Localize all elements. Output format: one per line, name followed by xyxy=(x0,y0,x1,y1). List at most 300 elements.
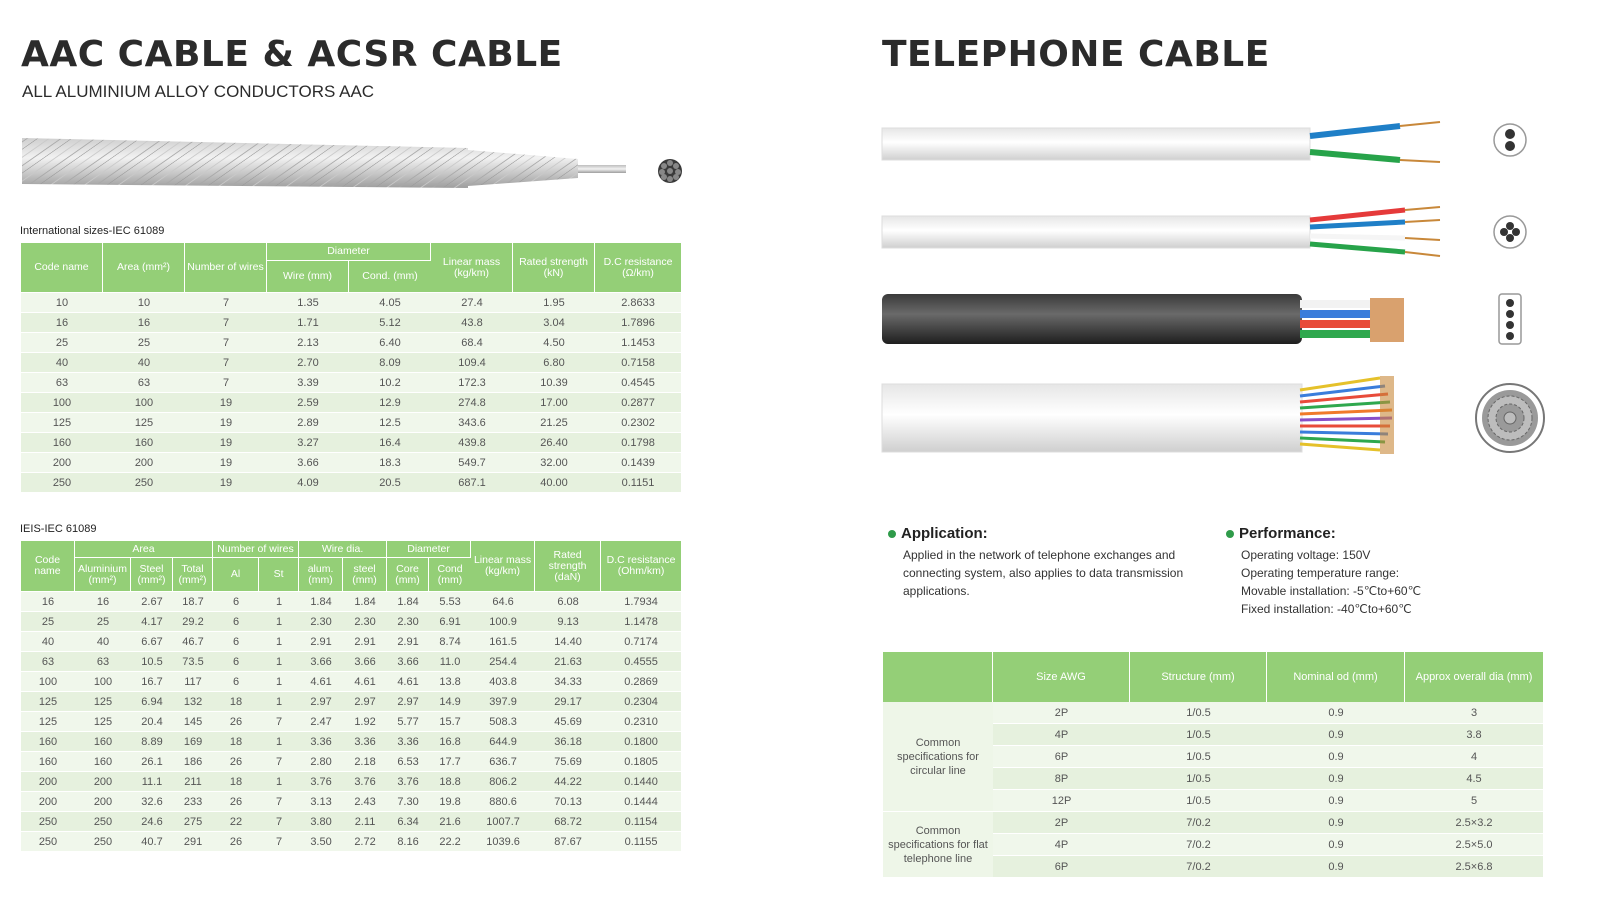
table-cell: 6 xyxy=(213,672,259,692)
table-cell: 25 xyxy=(21,333,103,353)
group-circular-line: Common specifications for circular line xyxy=(883,702,993,812)
table-cell: 644.9 xyxy=(471,732,535,752)
table-cell: 1.92 xyxy=(343,712,387,732)
table-cell: 26 xyxy=(213,832,259,852)
aac-table-body xyxy=(21,293,681,493)
table-cell: 2.30 xyxy=(343,612,387,632)
table-cell: 1/0.5 xyxy=(1130,768,1267,790)
table-cell: 250 xyxy=(103,473,185,493)
table-cell: 7 xyxy=(259,792,299,812)
table-cell: 1.1478 xyxy=(601,612,681,632)
table-cell: 160 xyxy=(75,732,131,752)
application-line: applications. xyxy=(903,584,970,598)
table-cell: 160 xyxy=(21,433,103,453)
table-row xyxy=(21,612,681,632)
table-cell: 1.1453 xyxy=(595,333,681,353)
table-cell: 2.59 xyxy=(267,393,349,413)
th-rated-strength: Rated strength (kN) xyxy=(513,243,595,293)
table-cell: 5.53 xyxy=(429,592,471,612)
table-cell: 109.4 xyxy=(431,353,513,373)
table-cell: 26.40 xyxy=(513,433,595,453)
table-cell: 19 xyxy=(185,473,267,493)
th-size-awg: Size AWG xyxy=(993,652,1130,702)
table-cell: 200 xyxy=(75,772,131,792)
table-cell: 3.39 xyxy=(267,373,349,393)
table-row xyxy=(21,313,681,333)
table-cell: 200 xyxy=(103,453,185,473)
th2-core: Core (mm) xyxy=(387,558,429,592)
table-row xyxy=(21,473,681,493)
table-cell: 0.1805 xyxy=(601,752,681,772)
table-cell: 2.5×3.2 xyxy=(1405,812,1543,834)
table-cell: 21.63 xyxy=(535,652,601,672)
table-cell: 250 xyxy=(75,832,131,852)
table-cell: 0.9 xyxy=(1267,790,1405,812)
table-cell: 2.47 xyxy=(299,712,343,732)
table-cell: 40 xyxy=(21,632,75,652)
table-row xyxy=(21,672,681,692)
table-cell: 22 xyxy=(213,812,259,832)
table-cell: 0.2877 xyxy=(595,393,681,413)
table-cell: 2.8633 xyxy=(595,293,681,313)
table-cell: 1/0.5 xyxy=(1130,702,1267,724)
table-cell: 200 xyxy=(21,792,75,812)
table-row xyxy=(21,732,681,752)
table-cell: 806.2 xyxy=(471,772,535,792)
table-cell: 161.5 xyxy=(471,632,535,652)
table-cell: 1/0.5 xyxy=(1130,790,1267,812)
flat-cable-image xyxy=(882,294,1404,344)
th2-area: Area xyxy=(75,541,213,558)
table-cell: 6 xyxy=(213,632,259,652)
table-cell: 1 xyxy=(259,732,299,752)
table-cell: 6.08 xyxy=(535,592,601,612)
table-cell: 125 xyxy=(103,413,185,433)
table-cell: 10 xyxy=(103,293,185,313)
table-cell: 40.7 xyxy=(131,832,173,852)
table-cell: 4.5 xyxy=(1405,768,1543,790)
table-cell: 2P xyxy=(993,812,1130,834)
table-cell: 4 xyxy=(1405,746,1543,768)
table-cell: 254.4 xyxy=(471,652,535,672)
table-cell: 12.9 xyxy=(349,393,431,413)
table-cell: 73.5 xyxy=(173,652,213,672)
table-cell: 7.30 xyxy=(387,792,429,812)
table-cell: 397.9 xyxy=(471,692,535,712)
table-cell: 20.4 xyxy=(131,712,173,732)
table-cell: 0.7174 xyxy=(601,632,681,652)
table-cell: 172.3 xyxy=(431,373,513,393)
table-cell: 100 xyxy=(21,393,103,413)
table-cell: 100.9 xyxy=(471,612,535,632)
table-cell: 0.1444 xyxy=(601,792,681,812)
table-cell: 0.1154 xyxy=(601,812,681,832)
th-diameter: Diameter xyxy=(267,243,431,261)
th2-steel-dia: steel (mm) xyxy=(343,558,387,592)
table-cell: 1.84 xyxy=(299,592,343,612)
th-area: Area (mm²) xyxy=(103,243,185,293)
table-cell: 0.9 xyxy=(1267,746,1405,768)
th2-steel: Steel (mm²) xyxy=(131,558,173,592)
table-cell: 2.91 xyxy=(387,632,429,652)
table-cell: 6.40 xyxy=(349,333,431,353)
table-cell: 0.1439 xyxy=(595,453,681,473)
table-cell: 160 xyxy=(21,752,75,772)
table-cell: 3.36 xyxy=(387,732,429,752)
table-cell: 0.9 xyxy=(1267,702,1405,724)
table-cell: 1/0.5 xyxy=(1130,724,1267,746)
table-cell: 3.27 xyxy=(267,433,349,453)
th2-al: Al xyxy=(213,558,259,592)
table-cell: 26 xyxy=(213,712,259,732)
table-cell: 687.1 xyxy=(431,473,513,493)
table-cell: 40 xyxy=(75,632,131,652)
table-cell: 4.05 xyxy=(349,293,431,313)
table-cell: 11.0 xyxy=(429,652,471,672)
application-section xyxy=(888,525,1188,600)
table-cell: 6P xyxy=(993,746,1130,768)
table-cell: 0.7158 xyxy=(595,353,681,373)
multi-pair-section-icon xyxy=(1476,384,1544,452)
performance-line: Operating voltage: 150V xyxy=(1241,548,1371,562)
table-cell: 5 xyxy=(1405,790,1543,812)
table-cell: 1 xyxy=(259,672,299,692)
table-cell: 125 xyxy=(21,692,75,712)
table-cell: 291 xyxy=(173,832,213,852)
table-row xyxy=(21,812,681,832)
table-cell: 45.69 xyxy=(535,712,601,732)
th2-alum: alum. (mm) xyxy=(299,558,343,592)
th-nominal-od: Nominal od (mm) xyxy=(1267,652,1405,702)
table-cell: 100 xyxy=(21,672,75,692)
group-flat-line: Common specifications for flat telephone line xyxy=(883,812,993,878)
application-line: Applied in the network of telephone exchanges and xyxy=(903,548,1176,562)
table-cell: 19.8 xyxy=(429,792,471,812)
table-cell: 9.13 xyxy=(535,612,601,632)
table-cell: 1 xyxy=(259,592,299,612)
cable-4-core-section-icon xyxy=(1494,216,1526,248)
th2-total: Total (mm²) xyxy=(173,558,213,592)
table-cell: 64.6 xyxy=(471,592,535,612)
aac-sizes-table xyxy=(21,243,681,493)
table-cell: 6.53 xyxy=(387,752,429,772)
table-cell: 0.1155 xyxy=(601,832,681,852)
aac-conductor-image xyxy=(18,128,688,198)
table-cell: 2.91 xyxy=(343,632,387,652)
table-row xyxy=(883,702,1543,724)
performance-section xyxy=(1226,525,1526,618)
table-cell: 3.66 xyxy=(387,652,429,672)
table-cell: 22.2 xyxy=(429,832,471,852)
table-cell: 4.09 xyxy=(267,473,349,493)
table-cell: 880.6 xyxy=(471,792,535,812)
aac-subtitle: ALL ALUMINIUM ALLOY CONDUCTORS AAC xyxy=(22,82,375,101)
table-row xyxy=(21,652,681,672)
table-cell: 19 xyxy=(185,433,267,453)
table-cell: 7 xyxy=(259,712,299,732)
table-cell: 0.9 xyxy=(1267,768,1405,790)
table-cell: 12P xyxy=(993,790,1130,812)
th-dc-resistance: D.C resistance (Ω/km) xyxy=(595,243,681,293)
table-cell: 3.66 xyxy=(299,652,343,672)
table-cell: 100 xyxy=(103,393,185,413)
table-cell: 200 xyxy=(21,453,103,473)
table-cell: 636.7 xyxy=(471,752,535,772)
th2-number-of-wires: Number of wires xyxy=(213,541,299,558)
table-cell: 34.33 xyxy=(535,672,601,692)
table-cell: 1.84 xyxy=(343,592,387,612)
table-cell: 0.9 xyxy=(1267,856,1405,878)
table-cell: 3.76 xyxy=(387,772,429,792)
table-cell: 6 xyxy=(213,612,259,632)
table-cell: 7 xyxy=(185,353,267,373)
table-cell: 25 xyxy=(103,333,185,353)
table-cell: 19 xyxy=(185,453,267,473)
table-cell: 3.66 xyxy=(267,453,349,473)
table-cell: 0.1800 xyxy=(601,732,681,752)
table-cell: 0.1440 xyxy=(601,772,681,792)
th-linear-mass: Linear mass (kg/km) xyxy=(431,243,513,293)
cable-4-core-image xyxy=(882,207,1440,256)
th-code-name: Code name xyxy=(21,243,103,293)
performance-line: Movable installation: -5℃to+60℃ xyxy=(1241,584,1422,598)
table-cell: 2.97 xyxy=(299,692,343,712)
table1-caption: International sizes-IEC 61089 xyxy=(20,225,165,237)
table-cell: 2.18 xyxy=(343,752,387,772)
table-row xyxy=(21,792,681,812)
table-cell: 2.30 xyxy=(299,612,343,632)
table-cell: 3.04 xyxy=(513,313,595,333)
table-cell: 16 xyxy=(103,313,185,333)
table-cell: 70.13 xyxy=(535,792,601,812)
table-cell: 4P xyxy=(993,724,1130,746)
table-cell: 21.25 xyxy=(513,413,595,433)
aac-acsr-title: AAC CABLE & ACSR CABLE xyxy=(21,34,563,75)
table-cell: 3.36 xyxy=(343,732,387,752)
table-cell: 1007.7 xyxy=(471,812,535,832)
performance-line: Fixed installation: -40℃to+60℃ xyxy=(1241,602,1412,616)
table-cell: 2.13 xyxy=(267,333,349,353)
table-cell: 17.7 xyxy=(429,752,471,772)
table-row xyxy=(21,413,681,433)
table-cell: 250 xyxy=(75,812,131,832)
table-cell: 32.00 xyxy=(513,453,595,473)
table-cell: 14.9 xyxy=(429,692,471,712)
table-cell: 4P xyxy=(993,834,1130,856)
table-cell: 16 xyxy=(75,592,131,612)
table-cell: 2.11 xyxy=(343,812,387,832)
table-cell: 1.95 xyxy=(513,293,595,313)
table-row xyxy=(21,293,681,313)
table-cell: 7 xyxy=(259,832,299,852)
table-cell: 20.5 xyxy=(349,473,431,493)
flat-cable-section-icon xyxy=(1499,294,1521,344)
table-cell: 21.6 xyxy=(429,812,471,832)
table-cell: 211 xyxy=(173,772,213,792)
table-cell: 6 xyxy=(213,652,259,672)
bullet-icon xyxy=(1226,530,1234,538)
table-cell: 6.34 xyxy=(387,812,429,832)
acsr-table-body xyxy=(21,592,681,852)
th-tel-blank xyxy=(883,652,993,702)
table-cell: 10.2 xyxy=(349,373,431,393)
telephone-spec-table xyxy=(883,652,1543,878)
table-cell: 75.69 xyxy=(535,752,601,772)
table-cell: 3.36 xyxy=(299,732,343,752)
table-cell: 3.80 xyxy=(299,812,343,832)
table-cell: 7/0.2 xyxy=(1130,856,1267,878)
table-cell: 12.5 xyxy=(349,413,431,433)
th2-linear-mass: Linear mass (kg/km) xyxy=(471,541,535,592)
table-row xyxy=(21,373,681,393)
table-cell: 0.1151 xyxy=(595,473,681,493)
th-approx-dia: Approx overall dia (mm) xyxy=(1405,652,1543,702)
table-cell: 0.2869 xyxy=(601,672,681,692)
table-cell: 3.76 xyxy=(299,772,343,792)
table-cell: 1/0.5 xyxy=(1130,746,1267,768)
table-cell: 2.97 xyxy=(387,692,429,712)
table-cell: 0.9 xyxy=(1267,812,1405,834)
table-cell: 508.3 xyxy=(471,712,535,732)
table-cell: 2.30 xyxy=(387,612,429,632)
table-cell: 13.8 xyxy=(429,672,471,692)
table-row xyxy=(21,433,681,453)
table-cell: 1.7934 xyxy=(601,592,681,612)
table-cell: 160 xyxy=(103,433,185,453)
table-cell: 275 xyxy=(173,812,213,832)
table-cell: 2.91 xyxy=(299,632,343,652)
table-cell: 1 xyxy=(259,612,299,632)
table-cell: 16.8 xyxy=(429,732,471,752)
table-cell: 1 xyxy=(259,772,299,792)
table-cell: 26.1 xyxy=(131,752,173,772)
table-cell: 6P xyxy=(993,856,1130,878)
performance-title: Performance: xyxy=(1239,525,1336,542)
table-cell: 0.4545 xyxy=(595,373,681,393)
table-cell: 11.1 xyxy=(131,772,173,792)
table-cell: 274.8 xyxy=(431,393,513,413)
th2-diameter: Diameter xyxy=(387,541,471,558)
telephone-cable-images xyxy=(880,110,1570,470)
table-cell: 18 xyxy=(213,732,259,752)
table-cell: 10.39 xyxy=(513,373,595,393)
table-cell: 8.16 xyxy=(387,832,429,852)
table-cell: 8P xyxy=(993,768,1130,790)
table-cell: 4.61 xyxy=(343,672,387,692)
table-cell: 2.5×5.0 xyxy=(1405,834,1543,856)
table-cell: 125 xyxy=(75,692,131,712)
application-line: connecting system, also applies to data transmission xyxy=(903,566,1184,580)
table-cell: 160 xyxy=(75,752,131,772)
table-cell: 10.5 xyxy=(131,652,173,672)
table-cell: 63 xyxy=(21,652,75,672)
th2-st: St xyxy=(259,558,299,592)
table-cell: 29.2 xyxy=(173,612,213,632)
th2-dc-resistance: D.C resistance (Ohm/km) xyxy=(601,541,681,592)
table-cell: 7 xyxy=(185,373,267,393)
table-cell: 549.7 xyxy=(431,453,513,473)
table-cell: 19 xyxy=(185,393,267,413)
table-cell: 1.71 xyxy=(267,313,349,333)
table-cell: 18.8 xyxy=(429,772,471,792)
table-cell: 43.8 xyxy=(431,313,513,333)
table-cell: 4.50 xyxy=(513,333,595,353)
table-cell: 3.13 xyxy=(299,792,343,812)
table-cell: 7 xyxy=(259,812,299,832)
table-cell: 16 xyxy=(21,592,75,612)
table-cell: 200 xyxy=(21,772,75,792)
table-cell: 29.17 xyxy=(535,692,601,712)
table-cell: 27.4 xyxy=(431,293,513,313)
table-cell: 0.2302 xyxy=(595,413,681,433)
table-cell: 40.00 xyxy=(513,473,595,493)
table-cell: 18 xyxy=(213,772,259,792)
table-cell: 63 xyxy=(21,373,103,393)
table-cell: 7 xyxy=(185,333,267,353)
table-cell: 3.76 xyxy=(343,772,387,792)
table-cell: 0.4555 xyxy=(601,652,681,672)
table-cell: 0.9 xyxy=(1267,834,1405,856)
table-cell: 8.74 xyxy=(429,632,471,652)
acsr-sizes-table xyxy=(21,541,681,852)
table-cell: 7 xyxy=(185,313,267,333)
table-cell: 0.9 xyxy=(1267,724,1405,746)
table-row xyxy=(21,772,681,792)
application-title: Application: xyxy=(901,525,988,542)
th-number-of-wires: Number of wires xyxy=(185,243,267,293)
table-cell: 15.7 xyxy=(429,712,471,732)
multi-pair-cable-image xyxy=(882,376,1394,454)
table-cell: 403.8 xyxy=(471,672,535,692)
table-cell: 0.2310 xyxy=(601,712,681,732)
table-cell: 2.80 xyxy=(299,752,343,772)
table-cell: 125 xyxy=(75,712,131,732)
table-cell: 44.22 xyxy=(535,772,601,792)
table-cell: 87.67 xyxy=(535,832,601,852)
table-cell: 250 xyxy=(21,812,75,832)
th2-aluminium: Aluminium (mm²) xyxy=(75,558,131,592)
table-cell: 2.5×6.8 xyxy=(1405,856,1543,878)
table-row xyxy=(21,453,681,473)
th2-wire-dia: Wire dia. xyxy=(299,541,387,558)
table-cell: 40 xyxy=(21,353,103,373)
table-cell: 2.70 xyxy=(267,353,349,373)
table-cell: 2.43 xyxy=(343,792,387,812)
table-cell: 343.6 xyxy=(431,413,513,433)
table-cell: 1 xyxy=(259,632,299,652)
table-cell: 132 xyxy=(173,692,213,712)
table-cell: 2.97 xyxy=(343,692,387,712)
cable-2-core-image xyxy=(882,122,1440,162)
table-cell: 169 xyxy=(173,732,213,752)
table-cell: 1 xyxy=(259,652,299,672)
table-row xyxy=(21,632,681,652)
table-cell: 25 xyxy=(75,612,131,632)
table-cell: 18.7 xyxy=(173,592,213,612)
table-cell: 24.6 xyxy=(131,812,173,832)
table-cell: 46.7 xyxy=(173,632,213,652)
table-cell: 117 xyxy=(173,672,213,692)
table-cell: 68.72 xyxy=(535,812,601,832)
table-cell: 8.09 xyxy=(349,353,431,373)
table2-caption: IEIS-IEC 61089 xyxy=(20,523,97,535)
table-cell: 7 xyxy=(259,752,299,772)
table-cell: 5.77 xyxy=(387,712,429,732)
th2-rated-strength: Rated strength (daN) xyxy=(535,541,601,592)
table-cell: 6.67 xyxy=(131,632,173,652)
table-cell: 14.40 xyxy=(535,632,601,652)
cable-2-core-section-icon xyxy=(1494,124,1526,156)
